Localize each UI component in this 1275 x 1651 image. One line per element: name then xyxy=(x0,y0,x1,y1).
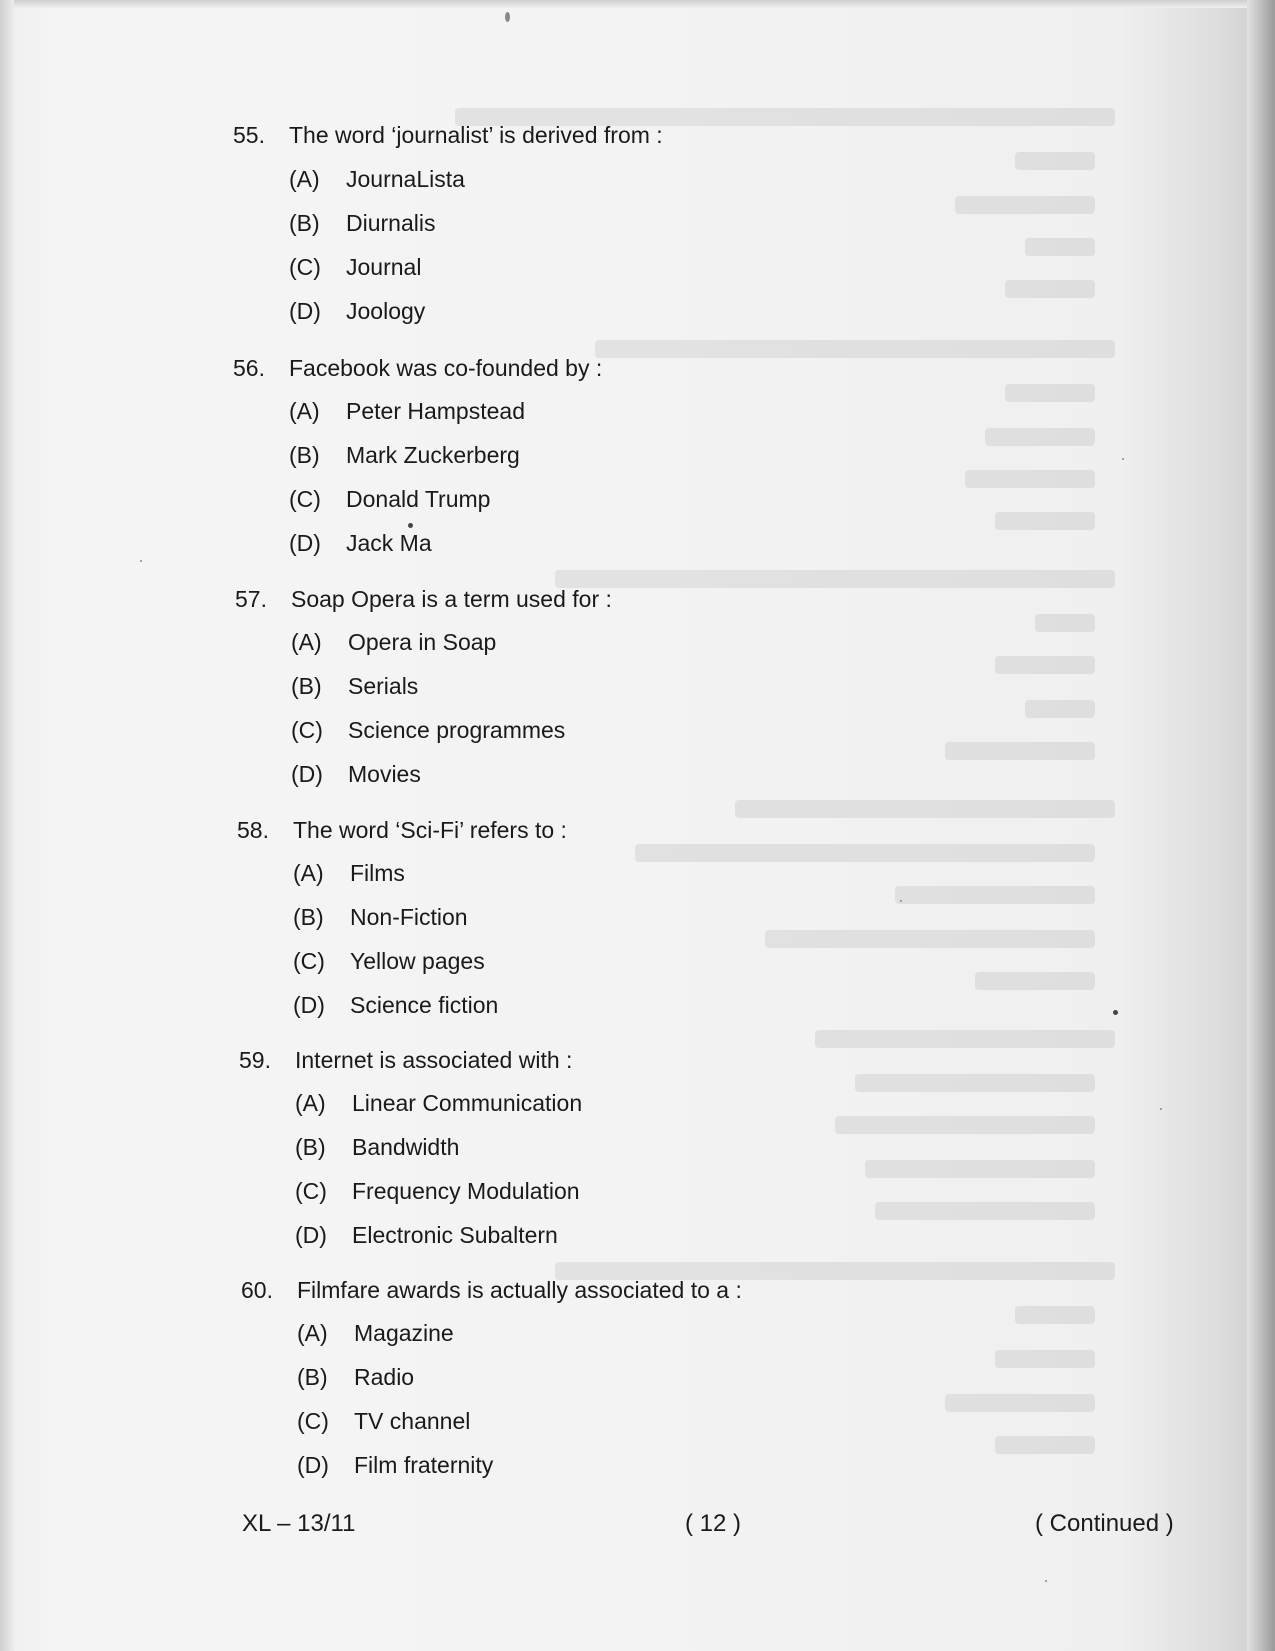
question-text: Facebook was co-founded by : xyxy=(289,355,603,381)
scan-speck xyxy=(1045,1580,1047,1582)
question-number: 58. xyxy=(237,817,269,843)
page-left-edge xyxy=(0,0,14,1651)
option-c: (C) Frequency Modulation xyxy=(295,1178,580,1204)
option-d: (D) Movies xyxy=(291,761,421,787)
question-number: 56. xyxy=(233,355,265,381)
option-c: (C) Journal xyxy=(289,254,422,280)
question-text: Internet is associated with : xyxy=(295,1047,573,1073)
scan-speck xyxy=(1122,458,1124,460)
option-d: (D) Jack Ma xyxy=(289,530,432,556)
option-c: (C) TV channel xyxy=(297,1408,471,1434)
footer-page-number: ( 12 ) xyxy=(685,1510,742,1537)
option-b: (B) Non-Fiction xyxy=(293,904,468,930)
option-a: (A) Peter Hampstead xyxy=(289,398,525,424)
scan-speck xyxy=(408,523,413,528)
option-c: (C) Science programmes xyxy=(291,717,566,743)
option-b: (B) Radio xyxy=(297,1364,415,1390)
option-b: (B) Serials xyxy=(291,673,419,699)
question-text: Soap Opera is a term used for : xyxy=(291,586,612,612)
option-d: (D) Joology xyxy=(289,298,426,324)
footer-continued: ( Continued ) xyxy=(1035,1510,1174,1537)
footer-code: XL – 13/11 xyxy=(242,1510,356,1537)
option-b: (B) Mark Zuckerberg xyxy=(289,442,520,468)
option-a: (A) Magazine xyxy=(297,1320,454,1346)
question-number: 55. xyxy=(233,122,265,148)
scan-speck xyxy=(1113,1010,1118,1015)
option-b: (B) Diurnalis xyxy=(289,210,436,236)
page-right-edge xyxy=(1247,0,1275,1651)
option-a: (A) JournaLista xyxy=(289,166,465,192)
option-a: (A) Linear Communication xyxy=(295,1090,583,1116)
option-d: (D) Science fiction xyxy=(293,992,499,1018)
question-text: The word ‘journalist’ is derived from : xyxy=(289,122,663,148)
option-d: (D) Electronic Subaltern xyxy=(295,1222,558,1248)
option-a: (A) Opera in Soap xyxy=(291,629,497,655)
page-top-edge xyxy=(0,0,1275,8)
question-number: 57. xyxy=(235,586,267,612)
question-number: 59. xyxy=(239,1047,271,1073)
scan-speck xyxy=(140,560,142,562)
option-c: (C) Donald Trump xyxy=(289,486,491,512)
scan-speck xyxy=(900,900,902,902)
option-b: (B) Bandwidth xyxy=(295,1134,460,1160)
question-text: Filmfare awards is actually associated to a : xyxy=(297,1277,742,1303)
option-a: (A) Films xyxy=(293,860,405,886)
option-c: (C) Yellow pages xyxy=(293,948,485,974)
question-text: The word ‘Sci-Fi’ refers to : xyxy=(293,817,567,843)
scan-speck xyxy=(505,12,510,22)
option-d: (D) Film fraternity xyxy=(297,1452,494,1478)
question-number: 60. xyxy=(241,1277,273,1303)
scan-speck xyxy=(1160,1108,1162,1110)
